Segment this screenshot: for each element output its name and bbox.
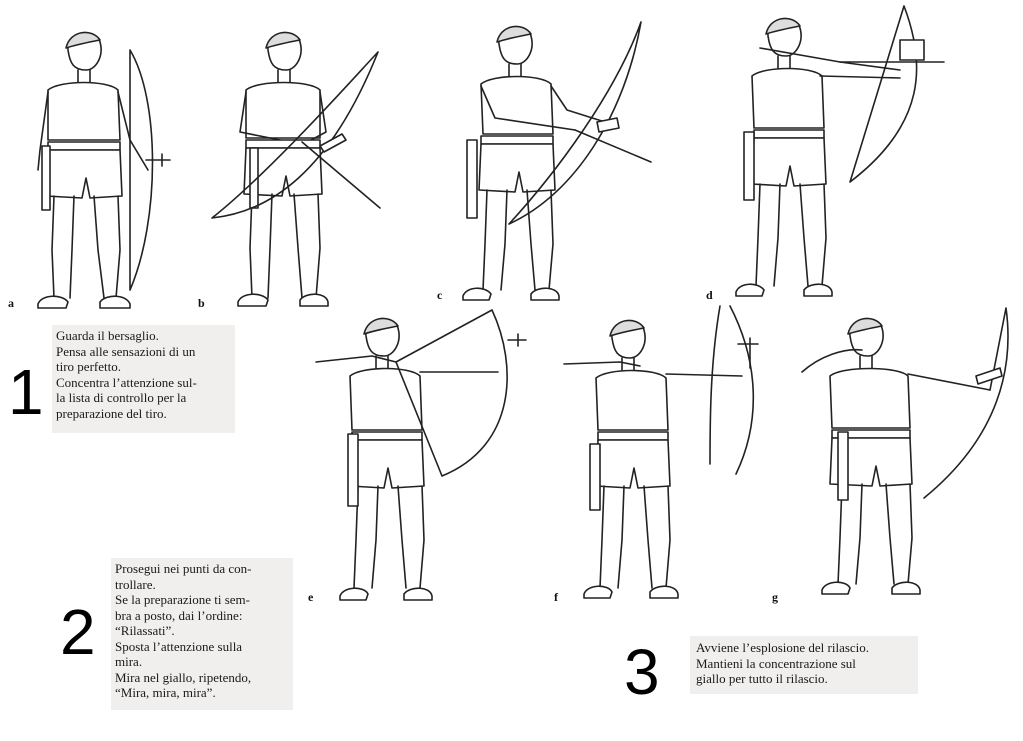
archer-figure-g (772, 306, 1020, 606)
archer-illustration-c (455, 14, 665, 304)
step-number-2: 2 (60, 596, 96, 668)
archer-illustration-a (30, 20, 170, 310)
figure-label-d: d (706, 288, 713, 302)
archer-illustration-d (720, 4, 950, 304)
step-2-line-9: “Mira, mira, mira”. (115, 685, 216, 700)
archer-figure-b (198, 22, 390, 312)
step-2-note (111, 558, 293, 710)
step-1-line-4: Concentra l’attenzione sul- (56, 374, 197, 390)
step-2-line-7: mira. (115, 654, 143, 669)
step-1-line-5: la lista di controllo per la (56, 390, 187, 405)
archer-figure-e (308, 306, 532, 606)
step-2-line-3: Se la preparazione ti sem- (115, 592, 250, 607)
step-3-line-1: Avviene l’esplosione del rilascio. (696, 640, 870, 655)
archer-figure-f (554, 304, 770, 604)
step-1-line-6: preparazione del tiro. (56, 405, 167, 421)
archer-illustration-b (210, 22, 390, 312)
step-1-line-1: Guarda il bersaglio. (56, 328, 159, 343)
figure-label-a: a (8, 296, 14, 310)
archer-illustration-f (560, 304, 770, 604)
figure-label-b: b (198, 296, 205, 310)
step-number-3: 3 (624, 636, 660, 708)
figure-label-f: f (554, 590, 558, 604)
step-2-line-1: Prosegui nei punti da con- (115, 561, 252, 576)
step-3-note (690, 636, 918, 694)
figure-label-g: g (772, 590, 778, 604)
step-2-line-4: bra a posto, dai l’ordine: (115, 607, 243, 623)
archer-figure-d (706, 4, 950, 304)
step-1-line-2: Pensa alle sensazioni di un (56, 343, 196, 359)
archer-illustration-g (800, 306, 1020, 606)
figure-label-c: c (437, 288, 443, 302)
archer-figure-a (8, 20, 170, 310)
step-1-note (52, 325, 235, 433)
step-1-line-3: tiro perfetto. (56, 359, 121, 374)
step-number-1: 1 (8, 356, 44, 428)
step-2-line-2: trollare. (115, 576, 156, 592)
step-3-line-3: giallo per tutto il rilascio. (696, 671, 828, 686)
step-2-line-8: Mira nel giallo, ripetendo, (115, 669, 252, 685)
step-3-line-2: Mantieni la concentrazione sul (696, 655, 856, 671)
step-2-line-5: “Rilassati”. (115, 623, 175, 638)
figure-label-e: e (308, 590, 314, 604)
step-2-line-6: Sposta l’attenzione sulla (115, 638, 243, 654)
archer-figure-c (437, 14, 665, 304)
archer-illustration-e (312, 306, 532, 606)
